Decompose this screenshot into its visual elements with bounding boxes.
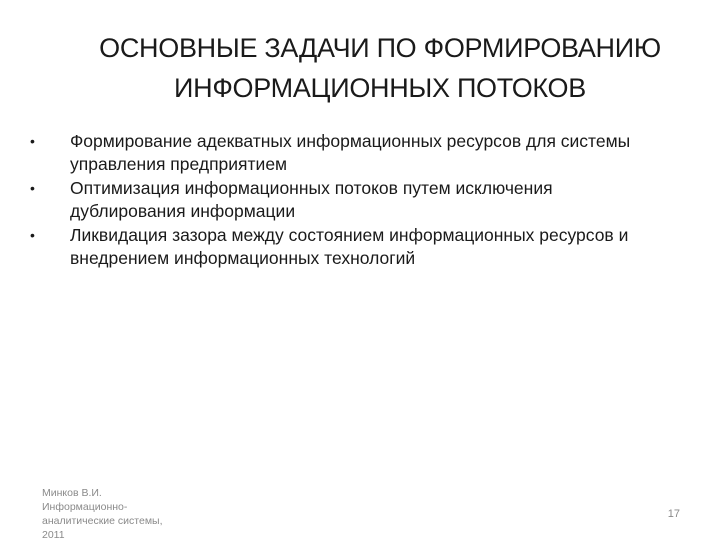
page-number: 17 (667, 508, 680, 520)
bullet-list (30, 130, 670, 271)
footer-author-info (42, 486, 182, 542)
bullet-text-3: Ликвидация зазора между состоянием информационных ресурсов и внедрением информационных технологий (70, 225, 629, 268)
bullet-item-2 (30, 177, 670, 223)
slide-title-line-1: ОСНОВНЫЕ ЗАДАЧИ ПО ФОРМИРОВАНИЮ (99, 33, 661, 63)
bullet-text-2: Оптимизация информационных потоков путем исключения дублирования информации (70, 178, 553, 221)
slide-title (40, 28, 720, 108)
bullet-text-1: Формирование адекватных информационных ресурсов для системы управления предприятием (70, 131, 631, 174)
bullet-item-3 (30, 224, 670, 270)
bullet-icon: • (30, 180, 35, 196)
bullet-icon: • (30, 227, 35, 243)
bullet-icon: • (30, 133, 35, 149)
slide-title-line-2: ИНФОРМАЦИОННЫХ ПОТОКОВ (174, 73, 586, 103)
footer-line-4: 2011 (42, 529, 65, 541)
bullet-item-1 (30, 130, 670, 176)
footer-line-1: Минков В.И. (42, 487, 102, 499)
footer-line-3: аналитические системы, (42, 515, 163, 527)
footer-line-2: Информационно- (42, 501, 128, 513)
